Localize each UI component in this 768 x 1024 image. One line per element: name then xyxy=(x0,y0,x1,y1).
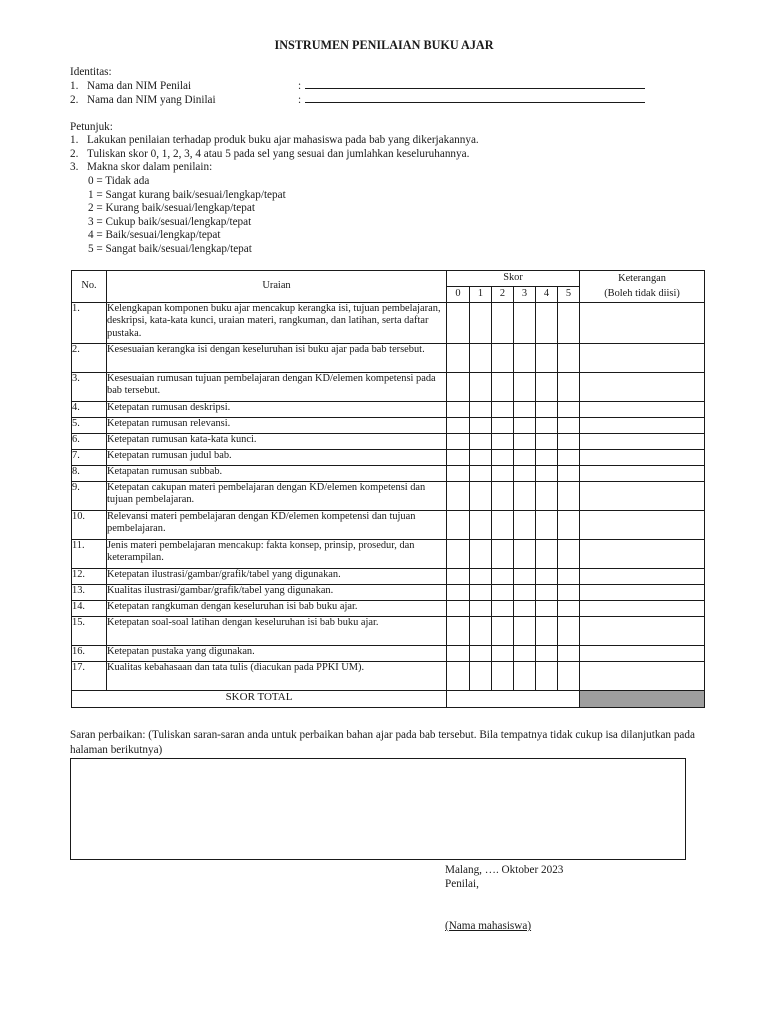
score-cell-5[interactable] xyxy=(558,418,580,434)
score-cell-3[interactable] xyxy=(514,601,536,617)
header-score-value: 2 xyxy=(492,287,514,303)
identity-field-blank-line[interactable] xyxy=(305,80,645,89)
score-cell-2[interactable] xyxy=(492,646,514,662)
note-cell[interactable] xyxy=(580,303,705,344)
row-description: Kualitas ilustrasi/gambar/grafik/tabel yang digunakan. xyxy=(107,585,447,601)
note-cell[interactable] xyxy=(580,540,705,569)
row-description: Ketepatan rumusan deskripsi. xyxy=(107,402,447,418)
score-cell-4[interactable] xyxy=(536,450,558,466)
row-description: Ketapatan rumusan subbab. xyxy=(107,466,447,482)
score-cell-1[interactable] xyxy=(470,303,492,344)
header-keterangan-note: (Boleh tidak diisi) xyxy=(604,287,680,299)
total-score-label: SKOR TOTAL xyxy=(72,691,447,708)
score-cell-2[interactable] xyxy=(492,466,514,482)
score-cell-3[interactable] xyxy=(514,540,536,569)
score-cell-2[interactable] xyxy=(492,303,514,344)
score-cell-4[interactable] xyxy=(536,585,558,601)
score-cell-2[interactable] xyxy=(492,434,514,450)
instructions-heading: Petunjuk: xyxy=(70,121,113,133)
header-no: No. xyxy=(72,271,107,303)
score-cell-4[interactable] xyxy=(536,466,558,482)
score-cell-5[interactable] xyxy=(558,662,580,691)
instruction-number: 2. xyxy=(70,148,79,160)
score-cell-3[interactable] xyxy=(514,373,536,402)
identity-field-label: Nama dan NIM Penilai xyxy=(87,80,192,92)
table-row xyxy=(72,402,705,418)
row-number: 15. xyxy=(72,617,107,646)
signature-name: (Nama mahasiswa) xyxy=(445,920,532,932)
score-cell-0[interactable] xyxy=(447,540,470,569)
score-cell-2[interactable] xyxy=(492,373,514,402)
score-cell-0[interactable] xyxy=(447,418,470,434)
score-cell-4[interactable] xyxy=(536,303,558,344)
score-cell-4[interactable] xyxy=(536,418,558,434)
score-cell-1[interactable] xyxy=(470,601,492,617)
score-cell-3[interactable] xyxy=(514,303,536,344)
document-title: INSTRUMEN PENILAIAN BUKU AJAR xyxy=(274,38,494,52)
score-cell-5[interactable] xyxy=(558,402,580,418)
score-cell-3[interactable] xyxy=(514,450,536,466)
score-cell-1[interactable] xyxy=(470,466,492,482)
header-score-value: 4 xyxy=(536,287,558,303)
row-number: 17. xyxy=(72,662,107,691)
score-cell-2[interactable] xyxy=(492,569,514,585)
score-cell-1[interactable] xyxy=(470,418,492,434)
score-cell-0[interactable] xyxy=(447,466,470,482)
note-cell[interactable] xyxy=(580,344,705,373)
score-cell-2[interactable] xyxy=(492,450,514,466)
score-cell-1[interactable] xyxy=(470,450,492,466)
table-row xyxy=(72,662,705,691)
row-number: 13. xyxy=(72,585,107,601)
note-cell[interactable] xyxy=(580,617,705,646)
row-description: Ketepatan rumusan kata-kata kunci. xyxy=(107,434,447,450)
note-cell[interactable] xyxy=(580,601,705,617)
row-description: Kesesuaian kerangka isi dengan keseluruhan isi buku ajar pada bab tersebut. xyxy=(107,344,447,373)
total-score-cell[interactable] xyxy=(447,691,580,708)
score-cell-0[interactable] xyxy=(447,569,470,585)
table-row xyxy=(72,450,705,466)
signature-place-date: Malang, …. Oktober 2023 xyxy=(445,864,564,876)
score-cell-0[interactable] xyxy=(447,303,470,344)
score-cell-1[interactable] xyxy=(470,585,492,601)
note-cell[interactable] xyxy=(580,662,705,691)
score-cell-2[interactable] xyxy=(492,617,514,646)
score-cell-0[interactable] xyxy=(447,601,470,617)
instruction-text: Makna skor dalam penilain: xyxy=(87,161,213,173)
row-number: 9. xyxy=(72,482,107,511)
score-cell-1[interactable] xyxy=(470,569,492,585)
score-scale-item: 1 = Sangat kurang baik/sesuai/lengkap/tepat xyxy=(88,189,286,201)
score-scale-item: 5 = Sangat baik/sesuai/lengkap/tepat xyxy=(88,243,252,255)
score-cell-3[interactable] xyxy=(514,511,536,540)
score-cell-1[interactable] xyxy=(470,511,492,540)
note-cell[interactable] xyxy=(580,402,705,418)
score-cell-4[interactable] xyxy=(536,434,558,450)
score-cell-4[interactable] xyxy=(536,511,558,540)
table-row xyxy=(72,418,705,434)
score-cell-4[interactable] xyxy=(536,344,558,373)
saran-input-box[interactable] xyxy=(70,758,686,860)
row-number: 8. xyxy=(72,466,107,482)
score-cell-1[interactable] xyxy=(470,344,492,373)
score-cell-3[interactable] xyxy=(514,402,536,418)
identity-field-label: Nama dan NIM yang Dinilai xyxy=(87,94,216,106)
score-cell-5[interactable] xyxy=(558,450,580,466)
score-cell-2[interactable] xyxy=(492,662,514,691)
score-cell-4[interactable] xyxy=(536,373,558,402)
score-cell-3[interactable] xyxy=(514,617,536,646)
score-cell-5[interactable] xyxy=(558,511,580,540)
signature-role: Penilai, xyxy=(445,878,479,890)
score-scale-item: 4 = Baik/sesuai/lengkap/tepat xyxy=(88,229,221,241)
row-number: 1. xyxy=(72,303,107,344)
table-row xyxy=(72,344,705,373)
score-cell-5[interactable] xyxy=(558,646,580,662)
identity-field-number: 1. xyxy=(70,80,79,92)
score-cell-3[interactable] xyxy=(514,646,536,662)
score-cell-0[interactable] xyxy=(447,344,470,373)
identity-field-dinilai xyxy=(70,94,670,108)
row-description: Kualitas kebahasaan dan tata tulis (diacukan pada PPKI UM). xyxy=(107,662,447,691)
score-cell-2[interactable] xyxy=(492,482,514,511)
score-cell-1[interactable] xyxy=(470,646,492,662)
score-cell-3[interactable] xyxy=(514,482,536,511)
row-description: Ketepatan soal-soal latihan dengan keseluruhan isi bab buku ajar. xyxy=(107,617,447,646)
score-cell-5[interactable] xyxy=(558,540,580,569)
table-row xyxy=(72,569,705,585)
score-cell-3[interactable] xyxy=(514,466,536,482)
instruction-text: Lakukan penilaian terhadap produk buku ajar mahasiswa pada bab yang dikerjakannya. xyxy=(87,134,479,146)
table-row xyxy=(72,585,705,601)
instruction-number: 1. xyxy=(70,134,79,146)
score-scale-item: 0 = Tidak ada xyxy=(88,175,150,187)
identity-field-colon: : xyxy=(298,94,302,106)
identity-field-number: 2. xyxy=(70,94,79,106)
score-cell-4[interactable] xyxy=(536,402,558,418)
score-cell-0[interactable] xyxy=(447,662,470,691)
score-cell-2[interactable] xyxy=(492,344,514,373)
note-cell[interactable] xyxy=(580,511,705,540)
score-cell-4[interactable] xyxy=(536,646,558,662)
row-description: Ketepatan rumusan judul bab. xyxy=(107,450,447,466)
score-cell-2[interactable] xyxy=(492,511,514,540)
row-number: 5. xyxy=(72,418,107,434)
table-row xyxy=(72,617,705,646)
row-description: Ketepatan rumusan relevansi. xyxy=(107,418,447,434)
score-cell-1[interactable] xyxy=(470,402,492,418)
row-number: 16. xyxy=(72,646,107,662)
score-cell-5[interactable] xyxy=(558,601,580,617)
row-description: Jenis materi pembelajaran mencakup: fakta konsep, prinsip, prosedur, dan keterampilan. xyxy=(107,540,447,569)
score-cell-1[interactable] xyxy=(470,662,492,691)
score-cell-0[interactable] xyxy=(447,434,470,450)
score-cell-2[interactable] xyxy=(492,540,514,569)
score-cell-0[interactable] xyxy=(447,646,470,662)
score-cell-3[interactable] xyxy=(514,434,536,450)
header-score-value: 3 xyxy=(514,287,536,303)
score-scale-item: 3 = Cukup baik/sesuai/lengkap/tepat xyxy=(88,216,252,228)
note-cell[interactable] xyxy=(580,418,705,434)
table-row xyxy=(72,601,705,617)
row-number: 3. xyxy=(72,373,107,402)
row-description: Ketepatan ilustrasi/gambar/grafik/tabel yang digunakan. xyxy=(107,569,447,585)
row-number: 7. xyxy=(72,450,107,466)
header-score-value: 0 xyxy=(447,287,470,303)
row-number: 12. xyxy=(72,569,107,585)
score-cell-1[interactable] xyxy=(470,373,492,402)
header-uraian: Uraian xyxy=(107,271,447,303)
identity-field-colon: : xyxy=(298,80,302,92)
score-cell-5[interactable] xyxy=(558,434,580,450)
identity-heading: Identitas: xyxy=(70,66,112,78)
row-number: 11. xyxy=(72,540,107,569)
score-cell-0[interactable] xyxy=(447,373,470,402)
table-row xyxy=(72,466,705,482)
note-cell[interactable] xyxy=(580,450,705,466)
row-number: 14. xyxy=(72,601,107,617)
table-row xyxy=(72,482,705,511)
total-note-cell-shaded xyxy=(580,691,705,708)
score-cell-2[interactable] xyxy=(492,402,514,418)
row-description: Ketepatan rangkuman dengan keseluruhan isi bab buku ajar. xyxy=(107,601,447,617)
saran-instructions: Saran perbaikan: (Tuliskan saran-saran anda untuk perbaikan bahan ajar pada bab tersebut. Bila tempatnya tidak cukup isa dilanjutkan pada halaman berikutnya) xyxy=(70,729,695,756)
table-row xyxy=(72,540,705,569)
row-description: Ketepatan pustaka yang digunakan. xyxy=(107,646,447,662)
score-cell-5[interactable] xyxy=(558,373,580,402)
score-cell-2[interactable] xyxy=(492,418,514,434)
note-cell[interactable] xyxy=(580,482,705,511)
row-description: Ketepatan cakupan materi pembelajaran dengan KD/elemen kompetensi dan tujuan pembelajaran. xyxy=(107,482,447,511)
score-cell-5[interactable] xyxy=(558,617,580,646)
score-cell-1[interactable] xyxy=(470,617,492,646)
score-cell-3[interactable] xyxy=(514,418,536,434)
header-score-value: 1 xyxy=(470,287,492,303)
table-row xyxy=(72,303,705,344)
score-cell-3[interactable] xyxy=(514,662,536,691)
score-cell-4[interactable] xyxy=(536,662,558,691)
score-cell-1[interactable] xyxy=(470,434,492,450)
table-row xyxy=(72,511,705,540)
row-description: Kesesuaian rumusan tujuan pembelajaran dengan KD/elemen kompetensi pada bab tersebut. xyxy=(107,373,447,402)
score-cell-4[interactable] xyxy=(536,617,558,646)
score-cell-3[interactable] xyxy=(514,569,536,585)
score-cell-5[interactable] xyxy=(558,482,580,511)
score-cell-5[interactable] xyxy=(558,466,580,482)
score-cell-2[interactable] xyxy=(492,585,514,601)
score-cell-0[interactable] xyxy=(447,450,470,466)
header-skor: Skor xyxy=(447,271,580,287)
note-cell[interactable] xyxy=(580,373,705,402)
row-number: 6. xyxy=(72,434,107,450)
score-cell-0[interactable] xyxy=(447,617,470,646)
assessment-table xyxy=(71,270,705,708)
row-description: Relevansi materi pembelajaran dengan KD/elemen kompetensi dan tujuan pembelajaran. xyxy=(107,511,447,540)
instruction-item xyxy=(70,161,212,174)
identity-field-penilai xyxy=(70,80,670,94)
row-number: 2. xyxy=(72,344,107,373)
score-cell-1[interactable] xyxy=(470,482,492,511)
score-cell-3[interactable] xyxy=(514,585,536,601)
score-cell-4[interactable] xyxy=(536,601,558,617)
score-cell-0[interactable] xyxy=(447,402,470,418)
instruction-item xyxy=(70,148,469,161)
table-row xyxy=(72,646,705,662)
score-cell-5[interactable] xyxy=(558,585,580,601)
instruction-item xyxy=(70,134,479,147)
score-cell-5[interactable] xyxy=(558,344,580,373)
score-cell-2[interactable] xyxy=(492,601,514,617)
score-cell-4[interactable] xyxy=(536,540,558,569)
table-row xyxy=(72,373,705,402)
instruction-number: 3. xyxy=(70,161,79,173)
note-cell[interactable] xyxy=(580,585,705,601)
score-scale-item: 2 = Kurang baik/sesuai/lengkap/tepat xyxy=(88,202,255,214)
score-cell-4[interactable] xyxy=(536,482,558,511)
score-cell-0[interactable] xyxy=(447,511,470,540)
score-cell-0[interactable] xyxy=(447,482,470,511)
score-cell-5[interactable] xyxy=(558,303,580,344)
instruction-text: Tuliskan skor 0, 1, 2, 3, 4 atau 5 pada sel yang sesuai dan jumlahkan keseluruhannya. xyxy=(87,148,470,160)
header-keterangan-label: Keterangan xyxy=(618,273,666,285)
score-cell-3[interactable] xyxy=(514,344,536,373)
note-cell[interactable] xyxy=(580,569,705,585)
note-cell[interactable] xyxy=(580,434,705,450)
score-cell-5[interactable] xyxy=(558,569,580,585)
note-cell[interactable] xyxy=(580,646,705,662)
row-number: 10. xyxy=(72,511,107,540)
score-cell-0[interactable] xyxy=(447,585,470,601)
identity-field-blank-line[interactable] xyxy=(305,94,645,103)
score-cell-4[interactable] xyxy=(536,569,558,585)
row-description: Kelengkapan komponen buku ajar mencakup kerangka isi, tujuan pembelajaran, deskripsi, kata-kata kunci, uraian materi, rangkuman, dan latihan, serta daftar pustaka. xyxy=(107,303,447,344)
score-cell-1[interactable] xyxy=(470,540,492,569)
header-score-value: 5 xyxy=(558,287,580,303)
row-number: 4. xyxy=(72,402,107,418)
table-row xyxy=(72,434,705,450)
note-cell[interactable] xyxy=(580,466,705,482)
header-keterangan xyxy=(580,271,705,303)
